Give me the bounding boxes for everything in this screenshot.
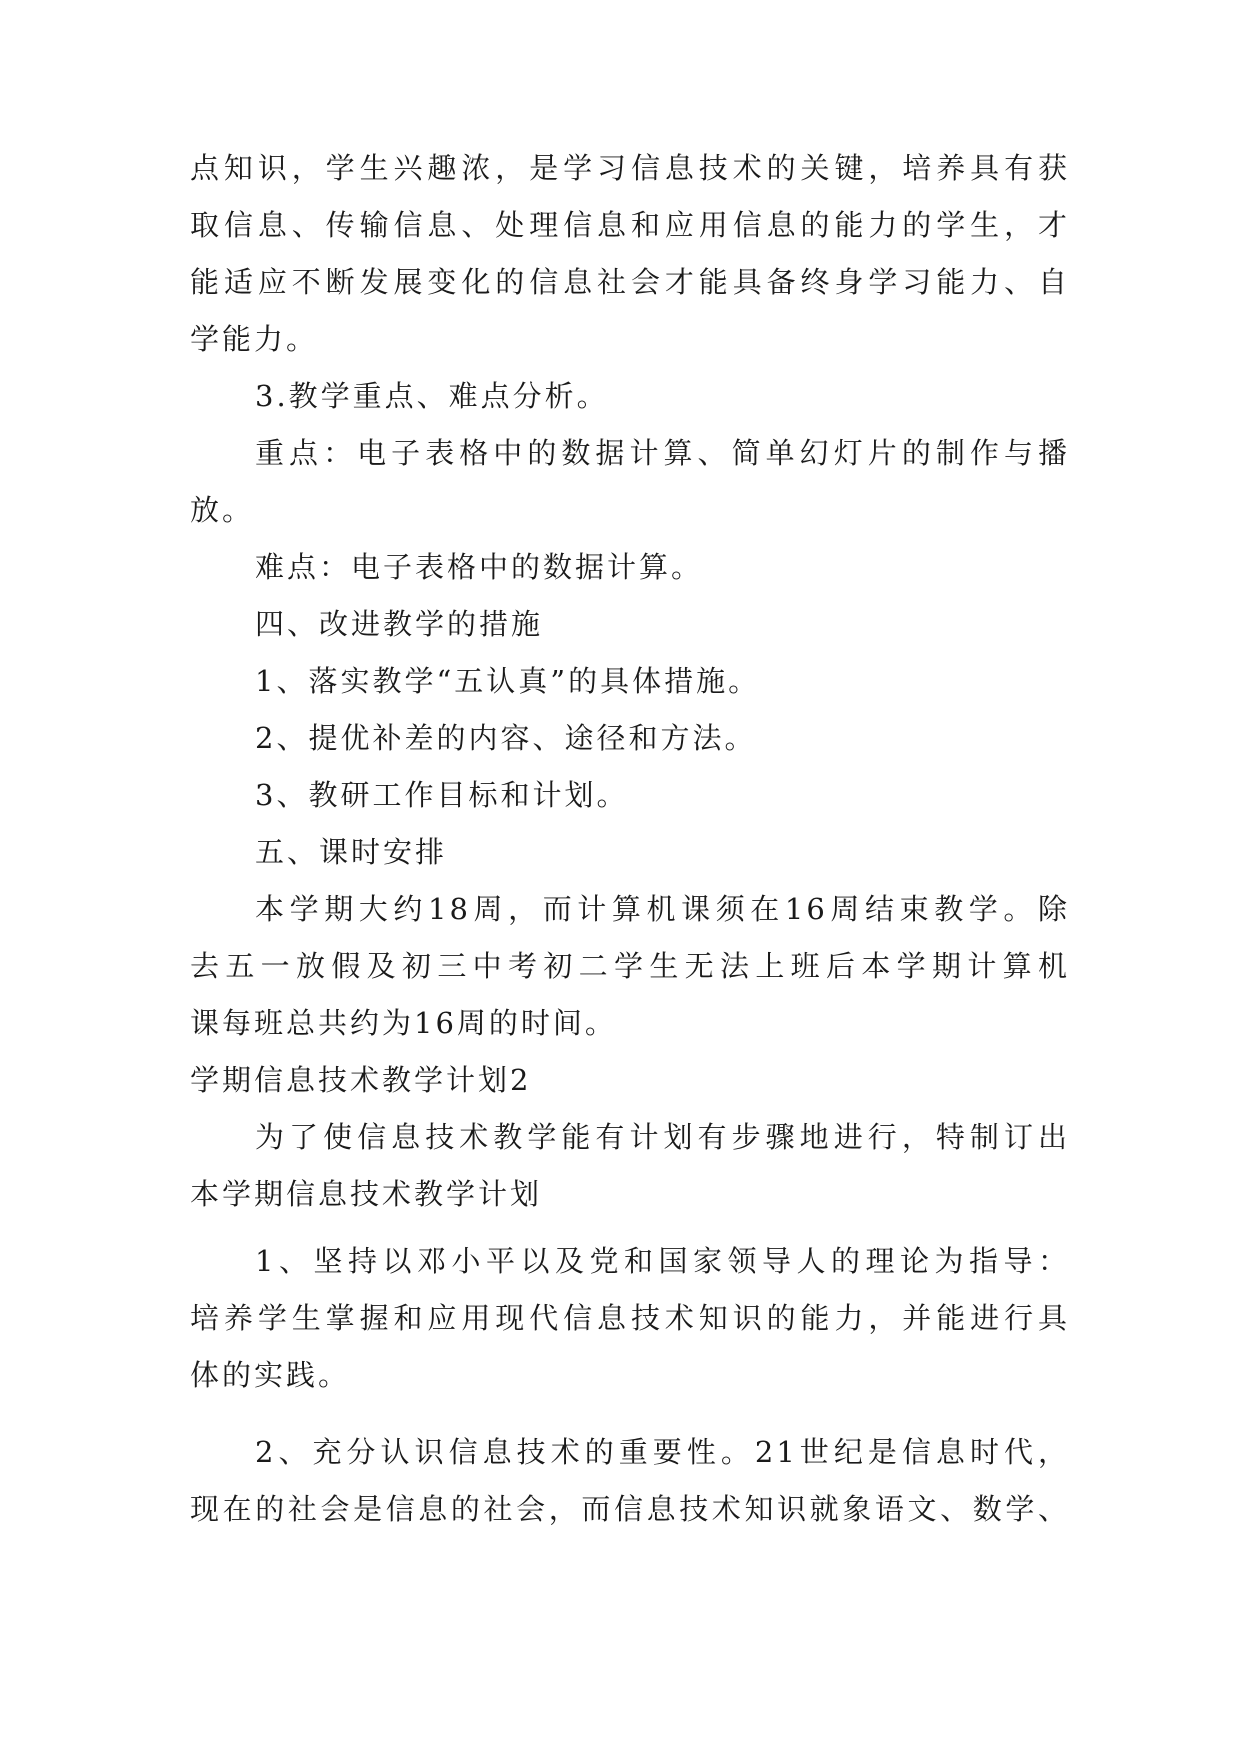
section-item: 3.教学重点、难点分析。 [255,379,609,413]
body-text-line: 重点：电子表格中的数据计算、简单幻灯片的制作与播 [255,436,1070,470]
body-text-line: 本学期信息技术教学计划 [190,1177,543,1211]
body-text-line: 取信息、传输信息、处理信息和应用信息的能力的学生，才 [190,208,1070,242]
body-text-line: 体的实践。 [190,1358,351,1392]
list-item: 2、提优补差的内容、途径和方法。 [255,721,757,755]
body-text-line: 难点：电子表格中的数据计算。 [255,550,704,584]
list-item: 3、教研工作目标和计划。 [255,778,629,812]
body-text-line: 点知识，学生兴趣浓，是学习信息技术的关键，培养具有获 [190,151,1070,185]
body-text-line: 培养学生掌握和应用现代信息技术知识的能力，并能进行具 [190,1301,1070,1335]
document-title: 学期信息技术教学计划2 [190,1063,532,1097]
body-text-line: 本学期大约18周，而计算机课须在16周结束教学。除 [255,892,1070,926]
body-text-line: 学能力。 [190,322,319,356]
body-text-line: 课每班总共约为16周的时间。 [190,1006,617,1040]
list-item: 1、坚持以邓小平以及党和国家领导人的理论为指导： [255,1244,1070,1278]
section-heading: 五、课时安排 [255,835,448,869]
body-text-line: 放。 [190,493,255,527]
body-text-line: 为了使信息技术教学能有计划有步骤地进行，特制订出 [255,1120,1070,1154]
list-item: 2、充分认识信息技术的重要性。21世纪是信息时代， [255,1435,1070,1469]
body-text-line: 现在的社会是信息的社会，而信息技术知识就象语文、数学、 [190,1492,1070,1526]
list-item: 1、落实教学“五认真”的具体措施。 [255,664,761,698]
body-text-line: 去五一放假及初三中考初二学生无法上班后本学期计算机 [190,949,1070,983]
body-text-line: 能适应不断发展变化的信息社会才能具备终身学习能力、自 [190,265,1070,299]
section-heading: 四、改进教学的措施 [255,607,544,641]
